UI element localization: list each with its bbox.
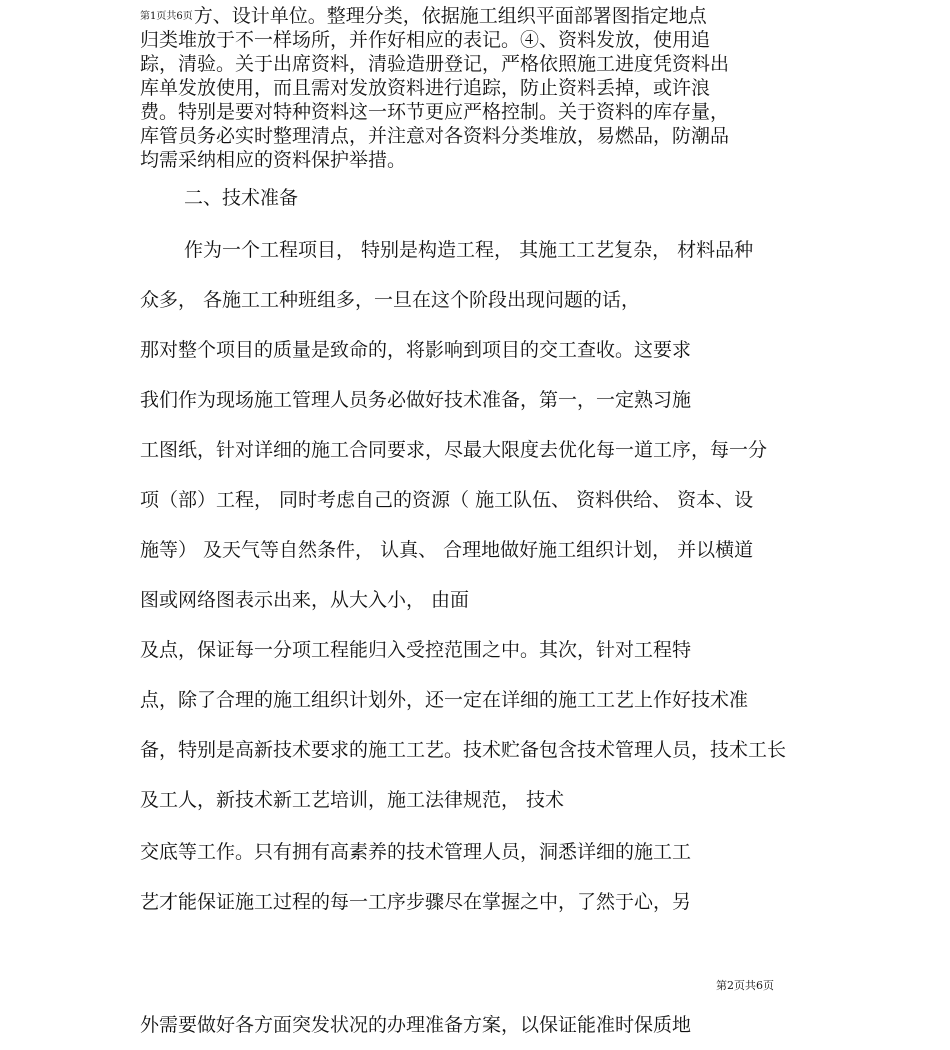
- body-line-3: 那对整个项目的质量是致命的，将影响到项目的交工查收。这要求: [140, 339, 692, 361]
- body-line-7: 施等） 及天气等自然条件， 认真、 合理地做好施工组织计划， 并以横道: [140, 539, 754, 561]
- top-paragraph-line-3: 踪，清验。关于出席资料，清验造册登记，严格依照施工进度凭资料出: [140, 53, 730, 75]
- body-line-13: 交底等工作。只有拥有高素养的技术管理人员，洞悉详细的施工工: [140, 841, 692, 863]
- top-paragraph-line-7: 均需采纳相应的资料保护举措。: [140, 149, 407, 171]
- body-line-9: 及点，保证每一分项工程能归入受控范围之中。其次，针对工程特: [140, 639, 692, 661]
- body-line-12: 及工人，新技术新工艺培训，施工法律规范， 技术: [140, 789, 565, 811]
- bottom-line: 外需要做好各方面突发状况的办理准备方案，以保证能准时保质地: [140, 1014, 692, 1036]
- body-line-6: 项（部）工程， 同时考虑自己的资源（ 施工队伍、 资料供给、 资本、设: [140, 489, 754, 511]
- body-line-11: 备，特别是高新技术要求的施工工艺。技术贮备包含技术管理人员，技术工长: [140, 739, 787, 761]
- top-paragraph-line-2: 归类堆放于不一样场所，并作好相应的表记。④、资料发放，使用追: [140, 29, 711, 51]
- body-line-1: 作为一个工程项目， 特别是构造工程， 其施工工艺复杂， 材料品种: [184, 239, 754, 261]
- body-line-5: 工图纸，针对详细的施工合同要求，尽最大限度去优化每一道工序，每一分: [140, 439, 768, 461]
- page-header-label: 第1页共6页: [140, 11, 193, 22]
- body-line-10: 点，除了合理的施工组织计划外，还一定在详细的施工工艺上作好技术准: [140, 689, 749, 711]
- section-heading: 二、技术准备: [184, 187, 299, 209]
- top-paragraph-line-5: 费。特别是要对特种资料这一环节更应严格控制。关于资料的库存量，: [140, 101, 730, 123]
- top-paragraph-line-4: 库单发放使用，而且需对发放资料进行追踪，防止资料丢掉，或许浪: [140, 77, 711, 99]
- top-paragraph-line-6: 库管员务必实时整理清点，并注意对各资料分类堆放，易燃品，防潮品: [140, 125, 730, 147]
- body-line-4: 我们作为现场施工管理人员务必做好技术准备，第一，一定熟习施: [140, 389, 692, 411]
- body-line-2: 众多， 各施工工种班组多，一旦在这个阶段出现问题的话，: [140, 289, 641, 311]
- body-line-8: 图或网络图表示出来，从大入小， 由面: [140, 589, 470, 611]
- body-line-14: 艺才能保证施工过程的每一工序步骤尽在掌握之中，了然于心，另: [140, 891, 692, 913]
- top-paragraph-line-1: [140, 4, 707, 29]
- page-footer-label: 第2页共6页: [716, 979, 774, 992]
- top-paragraph-line-1-text: 方、设计单位。整理分类，依据施工组织平面部署图指定地点: [193, 5, 707, 27]
